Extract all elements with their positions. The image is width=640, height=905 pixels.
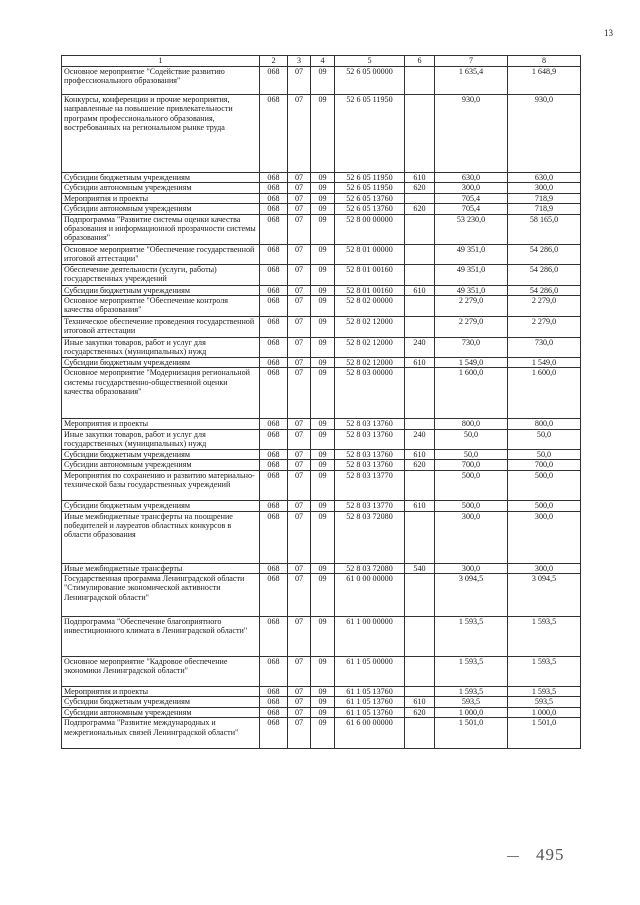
amount-year2-cell: 1 000,0 [508, 707, 581, 717]
row-name-cell: Основное мероприятие "Обеспечение государственной итоговой аттестации" [62, 244, 260, 264]
ministry-code-cell: 068 [260, 707, 288, 717]
amount-year2-cell: 500,0 [508, 470, 581, 500]
row-name-cell: Основное мероприятие "Обеспечение контроля качества образования" [62, 296, 260, 317]
subsection-code-cell: 09 [311, 193, 335, 203]
column-header: 1 [62, 56, 260, 67]
expense-type-cell [405, 657, 435, 687]
amount-year1-cell: 3 094,5 [435, 574, 508, 617]
section-code-cell: 07 [288, 429, 311, 449]
target-article-cell: 61 1 05 13760 [335, 707, 405, 717]
table-row [62, 449, 581, 459]
row-name-cell: Иные закупки товаров, работ и услуг для государственных (муниципальных) нужд [62, 429, 260, 449]
amount-year1-cell: 1 593,5 [435, 617, 508, 657]
section-code-cell: 07 [288, 470, 311, 500]
ministry-code-cell: 068 [260, 67, 288, 95]
amount-year2-cell: 54 286,0 [508, 264, 581, 285]
row-name-cell: Подпрограмма "Обеспечение благоприятного инвестиционного климата в Ленинградской области" [62, 617, 260, 657]
amount-year2-cell: 58 165,0 [508, 214, 581, 244]
target-article-cell: 61 1 05 13760 [335, 687, 405, 697]
amount-year1-cell: 2 279,0 [435, 317, 508, 338]
table-row [62, 317, 581, 338]
table-row [62, 460, 581, 470]
target-article-cell: 52 8 03 13770 [335, 500, 405, 511]
target-article-cell: 52 8 03 00000 [335, 368, 405, 419]
subsection-code-cell: 09 [311, 264, 335, 285]
ministry-code-cell: 068 [260, 449, 288, 459]
ministry-code-cell: 068 [260, 358, 288, 368]
amount-year1-cell: 1 593,5 [435, 657, 508, 687]
amount-year1-cell: 49 351,0 [435, 244, 508, 264]
row-name-cell: Техническое обеспечение проведения государственной итоговой аттестации [62, 317, 260, 338]
expense-type-cell: 610 [405, 173, 435, 183]
expense-type-cell [405, 617, 435, 657]
subsection-code-cell: 09 [311, 173, 335, 183]
amount-year2-cell: 700,0 [508, 460, 581, 470]
stamp-dash [507, 856, 519, 857]
row-name-cell: Иные межбюджетные трансферты на поощрение победителей и лауреатов областных конкурсов в области образования [62, 511, 260, 563]
subsection-code-cell: 09 [311, 687, 335, 697]
table-row [62, 296, 581, 317]
amount-year1-cell: 50,0 [435, 429, 508, 449]
section-code-cell: 07 [288, 449, 311, 459]
ministry-code-cell: 068 [260, 204, 288, 214]
target-article-cell: 52 8 01 00160 [335, 264, 405, 285]
subsection-code-cell: 09 [311, 204, 335, 214]
amount-year2-cell: 1 593,5 [508, 617, 581, 657]
expense-type-cell: 610 [405, 358, 435, 368]
subsection-code-cell: 09 [311, 718, 335, 749]
expense-type-cell [405, 244, 435, 264]
amount-year2-cell: 50,0 [508, 429, 581, 449]
amount-year1-cell: 930,0 [435, 95, 508, 173]
row-name-cell: Мероприятия и проекты [62, 687, 260, 697]
subsection-code-cell: 09 [311, 368, 335, 419]
table-row [62, 204, 581, 214]
expense-type-cell: 620 [405, 707, 435, 717]
expense-type-cell [405, 718, 435, 749]
section-code-cell: 07 [288, 707, 311, 717]
row-name-cell: Субсидии бюджетным учреждениям [62, 285, 260, 295]
row-name-cell: Мероприятия и проекты [62, 193, 260, 203]
ministry-code-cell: 068 [260, 511, 288, 563]
section-code-cell: 07 [288, 563, 311, 573]
amount-year1-cell: 500,0 [435, 470, 508, 500]
section-code-cell: 07 [288, 264, 311, 285]
subsection-code-cell: 09 [311, 470, 335, 500]
ministry-code-cell: 068 [260, 419, 288, 429]
table-row [62, 244, 581, 264]
row-name-cell: Субсидии автономным учреждениям [62, 707, 260, 717]
amount-year1-cell: 705,4 [435, 193, 508, 203]
table-row [62, 617, 581, 657]
ministry-code-cell: 068 [260, 173, 288, 183]
amount-year2-cell: 930,0 [508, 95, 581, 173]
expense-type-cell [405, 264, 435, 285]
budget-table [61, 55, 581, 749]
ministry-code-cell: 068 [260, 470, 288, 500]
section-code-cell: 07 [288, 317, 311, 338]
target-article-cell: 52 8 02 12000 [335, 358, 405, 368]
subsection-code-cell: 09 [311, 707, 335, 717]
expense-type-cell [405, 214, 435, 244]
section-code-cell: 07 [288, 95, 311, 173]
amount-year1-cell: 700,0 [435, 460, 508, 470]
expense-type-cell: 240 [405, 429, 435, 449]
section-code-cell: 07 [288, 67, 311, 95]
subsection-code-cell: 09 [311, 338, 335, 358]
ministry-code-cell: 068 [260, 95, 288, 173]
ministry-code-cell: 068 [260, 214, 288, 244]
target-article-cell: 52 8 01 00000 [335, 244, 405, 264]
table-row [62, 338, 581, 358]
table-row [62, 500, 581, 511]
row-name-cell: Подпрограмма "Развитие международных и межрегиональных связей Ленинградской области" [62, 718, 260, 749]
target-article-cell: 52 8 01 00160 [335, 285, 405, 295]
subsection-code-cell: 09 [311, 296, 335, 317]
row-name-cell: Мероприятия по сохранению и развитию материально-технической базы государственных учреждений [62, 470, 260, 500]
expense-type-cell [405, 67, 435, 95]
amount-year1-cell: 2 279,0 [435, 296, 508, 317]
expense-type-cell [405, 470, 435, 500]
section-code-cell: 07 [288, 574, 311, 617]
amount-year2-cell: 1 549,0 [508, 358, 581, 368]
table-row [62, 563, 581, 573]
subsection-code-cell: 09 [311, 244, 335, 264]
expense-type-cell [405, 419, 435, 429]
ministry-code-cell: 068 [260, 296, 288, 317]
amount-year1-cell: 300,0 [435, 183, 508, 193]
row-name-cell: Конкурсы, конференции и прочие мероприятия, направленные на повышение привлекательности программ профессионального образования, востребованных на региональном рынке труда [62, 95, 260, 173]
section-code-cell: 07 [288, 687, 311, 697]
table-body [62, 67, 581, 749]
section-code-cell: 07 [288, 296, 311, 317]
ministry-code-cell: 068 [260, 657, 288, 687]
column-header: 2 [260, 56, 288, 67]
table-row [62, 718, 581, 749]
expense-type-cell: 620 [405, 204, 435, 214]
section-code-cell: 07 [288, 214, 311, 244]
subsection-code-cell: 09 [311, 419, 335, 429]
column-header: 6 [405, 56, 435, 67]
target-article-cell: 52 6 05 00000 [335, 67, 405, 95]
table-row [62, 511, 581, 563]
row-name-cell: Основное мероприятие "Кадровое обеспечение экономики Ленинградской области" [62, 657, 260, 687]
row-name-cell: Обеспечение деятельности (услуги, работы) государственных учреждений [62, 264, 260, 285]
table-row [62, 95, 581, 173]
amount-year1-cell: 1 549,0 [435, 358, 508, 368]
column-header: 5 [335, 56, 405, 67]
amount-year1-cell: 50,0 [435, 449, 508, 459]
ministry-code-cell: 068 [260, 183, 288, 193]
amount-year2-cell: 300,0 [508, 511, 581, 563]
target-article-cell: 52 8 03 13770 [335, 470, 405, 500]
row-name-cell: Субсидии бюджетным учреждениям [62, 697, 260, 707]
target-article-cell: 52 8 00 00000 [335, 214, 405, 244]
expense-type-cell: 620 [405, 460, 435, 470]
ministry-code-cell: 068 [260, 460, 288, 470]
expense-type-cell: 610 [405, 697, 435, 707]
target-article-cell: 52 8 03 72080 [335, 563, 405, 573]
header-row [62, 56, 581, 67]
table-row [62, 183, 581, 193]
section-code-cell: 07 [288, 617, 311, 657]
row-name-cell: Субсидии бюджетным учреждениям [62, 358, 260, 368]
amount-year2-cell: 54 286,0 [508, 285, 581, 295]
target-article-cell: 52 8 03 72080 [335, 511, 405, 563]
section-code-cell: 07 [288, 204, 311, 214]
subsection-code-cell: 09 [311, 697, 335, 707]
table-row [62, 285, 581, 295]
table-row [62, 707, 581, 717]
ministry-code-cell: 068 [260, 563, 288, 573]
section-code-cell: 07 [288, 338, 311, 358]
table-row [62, 193, 581, 203]
section-code-cell: 07 [288, 460, 311, 470]
subsection-code-cell: 09 [311, 500, 335, 511]
section-code-cell: 07 [288, 173, 311, 183]
amount-year1-cell: 800,0 [435, 419, 508, 429]
amount-year1-cell: 1 501,0 [435, 718, 508, 749]
amount-year1-cell: 53 230,0 [435, 214, 508, 244]
target-article-cell: 52 8 03 13760 [335, 449, 405, 459]
amount-year2-cell: 1 593,5 [508, 687, 581, 697]
amount-year2-cell: 500,0 [508, 500, 581, 511]
row-name-cell: Субсидии автономным учреждениям [62, 460, 260, 470]
ministry-code-cell: 068 [260, 368, 288, 419]
expense-type-cell [405, 574, 435, 617]
table-row [62, 470, 581, 500]
section-code-cell: 07 [288, 244, 311, 264]
subsection-code-cell: 09 [311, 214, 335, 244]
subsection-code-cell: 09 [311, 617, 335, 657]
column-header: 4 [311, 56, 335, 67]
expense-type-cell: 240 [405, 338, 435, 358]
amount-year2-cell: 54 286,0 [508, 244, 581, 264]
target-article-cell: 61 0 00 00000 [335, 574, 405, 617]
table-row [62, 368, 581, 419]
amount-year1-cell: 593,5 [435, 697, 508, 707]
amount-year2-cell: 718,9 [508, 193, 581, 203]
amount-year2-cell: 2 279,0 [508, 317, 581, 338]
target-article-cell: 61 6 00 00000 [335, 718, 405, 749]
row-name-cell: Иные закупки товаров, работ и услуг для государственных (муниципальных) нужд [62, 338, 260, 358]
subsection-code-cell: 09 [311, 460, 335, 470]
subsection-code-cell: 09 [311, 657, 335, 687]
subsection-code-cell: 09 [311, 449, 335, 459]
table-row [62, 657, 581, 687]
amount-year2-cell: 800,0 [508, 419, 581, 429]
ministry-code-cell: 068 [260, 429, 288, 449]
subsection-code-cell: 09 [311, 511, 335, 563]
target-article-cell: 52 8 02 12000 [335, 338, 405, 358]
subsection-code-cell: 09 [311, 574, 335, 617]
ministry-code-cell: 068 [260, 244, 288, 264]
amount-year2-cell: 300,0 [508, 563, 581, 573]
column-header: 3 [288, 56, 311, 67]
table-row [62, 697, 581, 707]
amount-year2-cell: 1 501,0 [508, 718, 581, 749]
section-code-cell: 07 [288, 358, 311, 368]
row-name-cell: Субсидии бюджетным учреждениям [62, 173, 260, 183]
table-row [62, 173, 581, 183]
amount-year1-cell: 705,4 [435, 204, 508, 214]
ministry-code-cell: 068 [260, 338, 288, 358]
table-row [62, 419, 581, 429]
column-header: 7 [435, 56, 508, 67]
ministry-code-cell: 068 [260, 617, 288, 657]
amount-year1-cell: 300,0 [435, 563, 508, 573]
expense-type-cell: 540 [405, 563, 435, 573]
target-article-cell: 52 8 03 13760 [335, 460, 405, 470]
expense-type-cell [405, 317, 435, 338]
ministry-code-cell: 068 [260, 574, 288, 617]
amount-year1-cell: 500,0 [435, 500, 508, 511]
row-name-cell: Субсидии бюджетным учреждениям [62, 500, 260, 511]
target-article-cell: 52 6 05 13760 [335, 193, 405, 203]
target-article-cell: 52 8 03 13760 [335, 429, 405, 449]
row-name-cell: Субсидии автономным учреждениям [62, 183, 260, 193]
expense-type-cell [405, 368, 435, 419]
ministry-code-cell: 068 [260, 285, 288, 295]
ministry-code-cell: 068 [260, 317, 288, 338]
expense-type-cell: 610 [405, 500, 435, 511]
expense-type-cell [405, 296, 435, 317]
row-name-cell: Основное мероприятие "Содействие развитию профессионального образования" [62, 67, 260, 95]
target-article-cell: 61 1 05 13760 [335, 697, 405, 707]
subsection-code-cell: 09 [311, 358, 335, 368]
table-row [62, 214, 581, 244]
target-article-cell: 52 6 05 11950 [335, 95, 405, 173]
target-article-cell: 52 8 02 12000 [335, 317, 405, 338]
amount-year2-cell: 300,0 [508, 183, 581, 193]
expense-type-cell: 610 [405, 285, 435, 295]
amount-year2-cell: 1 600,0 [508, 368, 581, 419]
subsection-code-cell: 09 [311, 183, 335, 193]
amount-year1-cell: 1 000,0 [435, 707, 508, 717]
row-name-cell: Подпрограмма "Развитие системы оценки качества образования и информационной прозрачности системы образования" [62, 214, 260, 244]
amount-year1-cell: 1 635,4 [435, 67, 508, 95]
table-row [62, 429, 581, 449]
table-row [62, 574, 581, 617]
amount-year1-cell: 1 593,5 [435, 687, 508, 697]
expense-type-cell: 620 [405, 183, 435, 193]
amount-year1-cell: 730,0 [435, 338, 508, 358]
section-code-cell: 07 [288, 193, 311, 203]
subsection-code-cell: 09 [311, 429, 335, 449]
expense-type-cell [405, 687, 435, 697]
amount-year2-cell: 3 094,5 [508, 574, 581, 617]
ministry-code-cell: 068 [260, 264, 288, 285]
expense-type-cell [405, 95, 435, 173]
row-name-cell: Иные межбюджетные трансферты [62, 563, 260, 573]
amount-year2-cell: 50,0 [508, 449, 581, 459]
amount-year2-cell: 730,0 [508, 338, 581, 358]
section-code-cell: 07 [288, 368, 311, 419]
row-name-cell: Субсидии бюджетным учреждениям [62, 449, 260, 459]
table-row [62, 264, 581, 285]
subsection-code-cell: 09 [311, 317, 335, 338]
amount-year1-cell: 300,0 [435, 511, 508, 563]
target-article-cell: 61 1 05 00000 [335, 657, 405, 687]
row-name-cell: Основное мероприятие "Модернизация региональной системы государственно-общественной оценки качества образования" [62, 368, 260, 419]
expense-type-cell: 610 [405, 449, 435, 459]
section-code-cell: 07 [288, 718, 311, 749]
amount-year1-cell: 630,0 [435, 173, 508, 183]
row-name-cell: Мероприятия и проекты [62, 419, 260, 429]
stamp-number: 495 [536, 845, 565, 864]
subsection-code-cell: 09 [311, 285, 335, 295]
amount-year1-cell: 49 351,0 [435, 264, 508, 285]
table-row [62, 687, 581, 697]
target-article-cell: 52 6 05 11950 [335, 183, 405, 193]
row-name-cell: Субсидии автономным учреждениям [62, 204, 260, 214]
row-name-cell: Государственная программа Ленинградской области "Стимулирование экономической активности Ленинградской области" [62, 574, 260, 617]
section-code-cell: 07 [288, 697, 311, 707]
section-code-cell: 07 [288, 657, 311, 687]
expense-type-cell [405, 511, 435, 563]
section-code-cell: 07 [288, 511, 311, 563]
target-article-cell: 52 6 05 13760 [335, 204, 405, 214]
expense-type-cell [405, 193, 435, 203]
amount-year2-cell: 1 593,5 [508, 657, 581, 687]
table-row [62, 67, 581, 95]
section-code-cell: 07 [288, 419, 311, 429]
amount-year2-cell: 718,9 [508, 204, 581, 214]
target-article-cell: 52 6 05 11950 [335, 173, 405, 183]
subsection-code-cell: 09 [311, 563, 335, 573]
column-header: 8 [508, 56, 581, 67]
section-code-cell: 07 [288, 285, 311, 295]
amount-year2-cell: 1 648,9 [508, 67, 581, 95]
ministry-code-cell: 068 [260, 500, 288, 511]
ministry-code-cell: 068 [260, 193, 288, 203]
amount-year1-cell: 1 600,0 [435, 368, 508, 419]
subsection-code-cell: 09 [311, 95, 335, 173]
section-code-cell: 07 [288, 183, 311, 193]
target-article-cell: 52 8 03 13760 [335, 419, 405, 429]
amount-year1-cell: 49 351,0 [435, 285, 508, 295]
target-article-cell: 61 1 00 00000 [335, 617, 405, 657]
amount-year2-cell: 630,0 [508, 173, 581, 183]
amount-year2-cell: 593,5 [508, 697, 581, 707]
target-article-cell: 52 8 02 00000 [335, 296, 405, 317]
ministry-code-cell: 068 [260, 687, 288, 697]
ministry-code-cell: 068 [260, 718, 288, 749]
subsection-code-cell: 09 [311, 67, 335, 95]
amount-year2-cell: 2 279,0 [508, 296, 581, 317]
page-number: 13 [604, 28, 613, 38]
table-row [62, 358, 581, 368]
ministry-code-cell: 068 [260, 697, 288, 707]
section-code-cell: 07 [288, 500, 311, 511]
